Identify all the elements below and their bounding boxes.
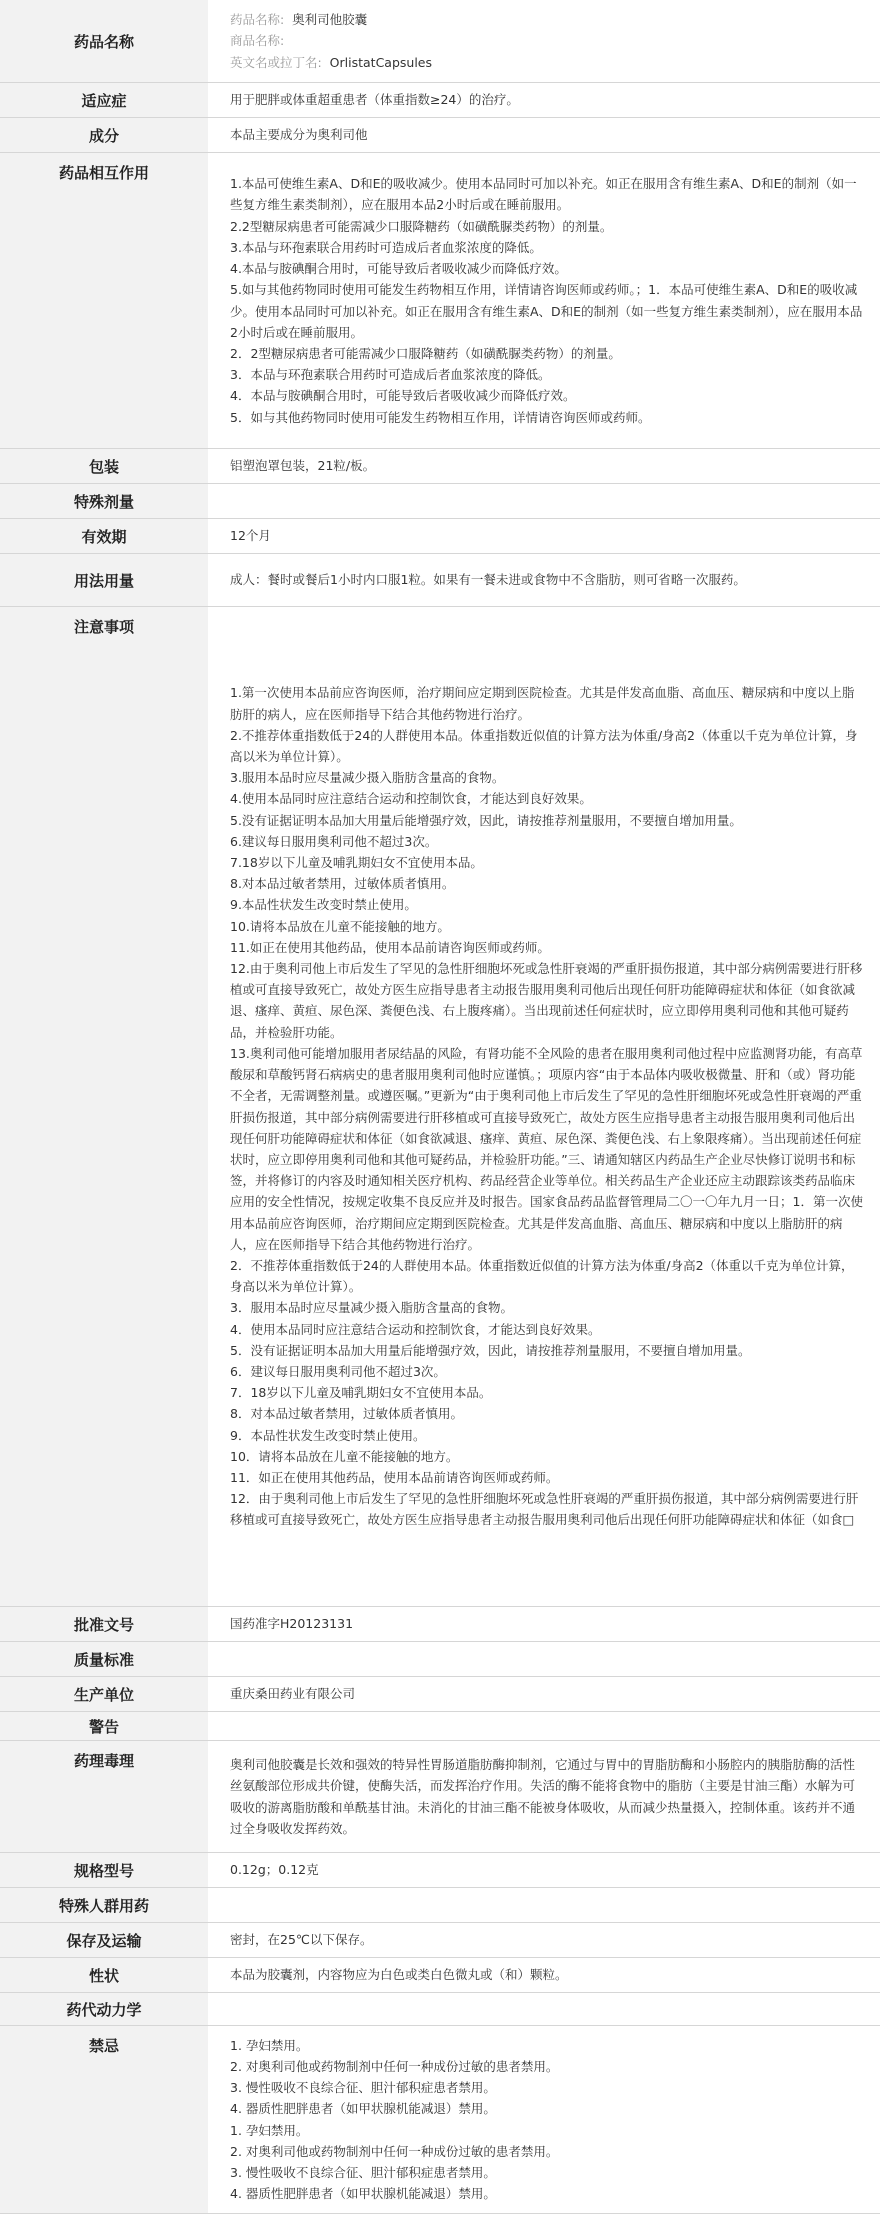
drug-name-label: 药品名称 xyxy=(0,0,208,83)
contraindications-value xyxy=(208,2026,880,2214)
contraindications-label: 禁忌 xyxy=(0,2026,208,2214)
interaction-line: 3.本品与环孢素联合用药时可造成后者血浆浓度的降低。 xyxy=(230,239,542,255)
contraindication-line: 4. 器质性肥胖患者（如甲状腺机能减退）禁用。 xyxy=(230,2101,496,2117)
precaution-line: 5．没有证据证明本品加大用量后能增强疗效，因此，请按推荐剂量服用，不要擅自增加用量。 xyxy=(230,1342,751,1358)
english-name-key: 英文名或拉丁名: xyxy=(230,54,322,70)
trade-name-line: 商品名称: xyxy=(230,33,285,49)
row-interactions xyxy=(0,153,880,449)
contraindication-line: 1. 孕妇禁用。 xyxy=(230,2037,309,2053)
precautions-value xyxy=(208,607,880,1607)
interactions-value xyxy=(208,153,880,449)
quality-value xyxy=(208,1642,880,1677)
precaution-line: 9．本品性状发生改变时禁止使用。 xyxy=(230,1427,426,1443)
row-composition xyxy=(0,118,880,153)
interaction-line: 2.2型糖尿病患者可能需减少口服降糖药（如磺酰脲类药物）的剂量。 xyxy=(230,218,613,234)
row-pharmacokinetics xyxy=(0,1993,880,2026)
precaution-line: 6．建议每日服用奥利司他不超过3次。 xyxy=(230,1363,446,1379)
usage-value: 成人：餐时或餐后1小时内口服1粒。如果有一餐未进或食物中不含脂肪，则可省略一次服药。 xyxy=(208,554,880,607)
spec-label: 规格型号 xyxy=(0,1853,208,1888)
row-quality xyxy=(0,1642,880,1677)
approval-label: 批准文号 xyxy=(0,1607,208,1642)
interaction-line: 4．本品与胺碘酮合用时，可能导致后者吸收减少而降低疗效。 xyxy=(230,388,576,404)
precaution-line: 11.如正在使用其他药品，使用本品前请咨询医师或药师。 xyxy=(230,939,550,955)
precaution-line: 13.奥利司他可能增加服用者尿结晶的风险，有肾功能不全风险的患者在服用奥利司他过程中应监测肾功能，有高草酸尿和草酸钙肾石病病史的患者服用奥利司他时应谨慎。；项原内容“由于本品体内吸收极微量、肝和（或）肾功能不全者，无需调整剂量。或遵医嘱。”更新为“由于奥利司他上市后发生了罕见的急性肝细胞坏死或急性肝衰竭的严重肝损伤报道，其中部分病例需要进行肝移植或可直接导致死亡，故处方医生应指导患者主动报告服用奥利司他后出现任何肝功能障碍症状和体征（如食欲减退、瘙痒、黄疸、尿色深、粪便色浅、右上象限疼痛）。当出现前述任何症状时，应立即停用奥利司他和其他可疑药品，并检验肝功能。”三、请通知辖区内药品生产企业尽快修订说明书和标签，并将修订的内容及时通知相关医疗机构、药品经营企业等单位。相关药品生产企业还应主动跟踪该类药品临床应用的安全性情况，按规定收集不良反应并及时报告。国家食品药品监督管理局二〇一〇年九月一日；1．第一次使用本品前应咨询医师，治疗期间应定期到医院检查。尤其是伴发高血脂、高血压、糖尿病和中度以上脂肪肝的病人，应在医师指导下结合其他药物进行治疗。 xyxy=(230,1045,863,1252)
pharmacokinetics-label: 药代动力学 xyxy=(0,1993,208,2026)
precaution-line: 10.请将本品放在儿童不能接触的地方。 xyxy=(230,918,450,934)
row-drug-name xyxy=(0,0,880,83)
pharmacokinetics-value xyxy=(208,1993,880,2026)
precautions-label: 注意事项 xyxy=(0,607,208,1607)
interaction-line: 2．2型糖尿病患者可能需减少口服降糖药（如磺酰脲类药物）的剂量。 xyxy=(230,345,621,361)
interaction-line: 4.本品与胺碘酮合用时，可能导致后者吸收减少而降低疗效。 xyxy=(230,261,567,277)
row-contraindications xyxy=(0,2026,880,2214)
drug-name-value xyxy=(208,0,880,83)
special-population-value xyxy=(208,1888,880,1923)
spec-value: 0.12g；0.12克 xyxy=(208,1853,880,1888)
validity-label: 有效期 xyxy=(0,519,208,554)
contraindication-line: 3. 慢性吸收不良综合征、胆汁郁积症患者禁用。 xyxy=(230,2080,496,2096)
precaution-line: 4．使用本品同时应注意结合运动和控制饮食，才能达到良好效果。 xyxy=(230,1321,601,1337)
package-label: 包装 xyxy=(0,449,208,484)
indication-value: 用于肥胖或体重超重患者（体重指数≥24）的治疗。 xyxy=(208,83,880,118)
special-dosage-label: 特殊剂量 xyxy=(0,484,208,519)
precaution-line: 12.由于奥利司他上市后发生了罕见的急性肝细胞坏死或急性肝衰竭的严重肝损伤报道，其中部分病例需要进行肝移植或可直接导致死亡，故处方医生应指导患者主动报告服用奥利司他后出现任何肝功能障碍症状和体征（如食欲减退、瘙痒、黄疸、尿色深、粪便色浅、右上腹疼痛）。当出现前述任何症状时，应立即停用奥利司他和其他可疑药品，并检验肝功能。 xyxy=(230,961,863,1040)
special-dosage-value xyxy=(208,484,880,519)
storage-label: 保存及运输 xyxy=(0,1923,208,1958)
contraindication-line: 1. 孕妇禁用。 xyxy=(230,2122,309,2138)
warning-value xyxy=(208,1712,880,1741)
pharmacology-label: 药理毒理 xyxy=(0,1741,208,1853)
precaution-line: 10．请将本品放在儿童不能接触的地方。 xyxy=(230,1448,459,1464)
english-name-text: OrlistatCapsules xyxy=(329,54,433,70)
row-special-population xyxy=(0,1888,880,1923)
composition-value: 本品主要成分为奥利司他 xyxy=(208,118,880,153)
indication-label: 适应症 xyxy=(0,83,208,118)
usage-label: 用法用量 xyxy=(0,554,208,607)
quality-label: 质量标准 xyxy=(0,1642,208,1677)
row-properties xyxy=(0,1958,880,1993)
row-spec xyxy=(0,1853,880,1888)
row-warning xyxy=(0,1712,880,1741)
precaution-line: 11．如正在使用其他药品，使用本品前请咨询医师或药师。 xyxy=(230,1469,559,1485)
precaution-line: 7.18岁以下儿童及哺乳期妇女不宜使用本品。 xyxy=(230,855,483,871)
special-population-label: 特殊人群用药 xyxy=(0,1888,208,1923)
row-indication xyxy=(0,83,880,118)
validity-value: 12个月 xyxy=(208,519,880,554)
contraindication-line: 2. 对奥利司他或药物制剂中任何一种成份过敏的患者禁用。 xyxy=(230,2058,559,2074)
properties-value: 本品为胶囊剂，内容物应为白色或类白色微丸或（和）颗粒。 xyxy=(208,1958,880,1993)
precaution-line: 4.使用本品同时应注意结合运动和控制饮食，才能达到良好效果。 xyxy=(230,791,592,807)
manufacturer-label: 生产单位 xyxy=(0,1677,208,1712)
row-usage xyxy=(0,554,880,607)
interactions-label: 药品相互作用 xyxy=(0,153,208,449)
composition-label: 成分 xyxy=(0,118,208,153)
approval-value: 国药准字H20123131 xyxy=(208,1607,880,1642)
precaution-line: 1.第一次使用本品前应咨询医师，治疗期间应定期到医院检查。尤其是伴发高血脂、高血压、糖尿病和中度以上脂肪肝的病人，应在医师指导下结合其他药物进行治疗。 xyxy=(230,685,855,722)
precaution-line: 2．不推荐体重指数低于24的人群使用本品。体重指数近似值的计算方法为体重/身高2（体重以千克为单位计算，身高以米为单位计算）。 xyxy=(230,1257,854,1295)
warning-label: 警告 xyxy=(0,1712,208,1741)
row-pharmacology xyxy=(0,1741,880,1853)
pharmacology-value: 奥利司他胶囊是长效和强效的特异性胃肠道脂肪酶抑制剂，它通过与胃中的胃脂肪酶和小肠腔内的胰脂肪酶的活性丝氨酸部位形成共价键，使酶失活，而发挥治疗作用。失活的酶不能将食物中的脂肪（主要是甘油三酯）水解为可吸收的游离脂肪酸和单酰基甘油。未消化的甘油三酯不能被身体吸收，从而减少热量摄入，控制体重。该药并不通过全身吸收发挥药效。 xyxy=(208,1741,880,1853)
properties-label: 性状 xyxy=(0,1958,208,1993)
interaction-line: 3．本品与环孢素联合用药时可造成后者血浆浓度的降低。 xyxy=(230,367,551,383)
precaution-line: 8.对本品过敏者禁用，过敏体质者慎用。 xyxy=(230,876,455,892)
contraindication-line: 3. 慢性吸收不良综合征、胆汁郁积症患者禁用。 xyxy=(230,2164,496,2180)
precaution-line: 7．18岁以下儿童及哺乳期妇女不宜使用本品。 xyxy=(230,1385,492,1401)
package-value: 铝塑泡罩包装，21粒/板。 xyxy=(208,449,880,484)
row-approval xyxy=(0,1607,880,1642)
contraindication-line: 4. 器质性肥胖患者（如甲状腺机能减退）禁用。 xyxy=(230,2186,496,2202)
row-package xyxy=(0,449,880,484)
generic-name-text: 奥利司他胶囊 xyxy=(292,12,368,28)
manufacturer-value: 重庆桑田药业有限公司 xyxy=(208,1677,880,1712)
english-name-line xyxy=(230,52,864,73)
row-special-dosage xyxy=(0,484,880,519)
contraindication-line: 2. 对奥利司他或药物制剂中任何一种成份过敏的患者禁用。 xyxy=(230,2143,559,2159)
interaction-line: 5.如与其他药物同时使用可能发生药物相互作用，详情请咨询医师或药师。；1．本品可使维生素A、D和E的吸收减少。使用本品同时可加以补充。如正在服用含有维生素A、D和E的制剂（如一些复方维生素类制剂），应在服用本品2小时后或在睡前服用。 xyxy=(230,282,863,340)
precaution-line: 9.本品性状发生改变时禁止使用。 xyxy=(230,897,417,913)
row-precautions xyxy=(0,607,880,1607)
interaction-line: 1.本品可使维生素A、D和E的吸收减少。使用本品同时可加以补充。如正在服用含有维生素A、D和E的制剂（如一些复方维生素类制剂），应在服用本品2小时后或在睡前服用。 xyxy=(230,176,857,213)
precaution-line: 8．对本品过敏者禁用，过敏体质者慎用。 xyxy=(230,1406,463,1422)
precaution-line: 12．由于奥利司他上市后发生了罕见的急性肝细胞坏死或急性肝衰竭的严重肝损伤报道，其中部分病例需要进行肝移植或可直接导致死亡，故处方医生应指导患者主动报告服用奥利司他后出现任何肝功能障碍症状和体征（如食□ xyxy=(230,1491,859,1528)
precaution-line: 3．服用本品时应尽量减少摄入脂肪含量高的食物。 xyxy=(230,1300,513,1316)
storage-value: 密封，在25℃以下保存。 xyxy=(208,1923,880,1958)
precaution-line: 3.服用本品时应尽量减少摄入脂肪含量高的食物。 xyxy=(230,770,505,786)
generic-name-line xyxy=(230,9,864,30)
precaution-line: 2.不推荐体重指数低于24的人群使用本品。体重指数近似值的计算方法为体重/身高2（体重以千克为单位计算，身高以米为单位计算）。 xyxy=(230,727,858,765)
interaction-line: 5．如与其他药物同时使用可能发生药物相互作用，详情请咨询医师或药师。 xyxy=(230,409,651,425)
precaution-line: 5.没有证据证明本品加大用量后能增强疗效，因此，请按推荐剂量服用，不要擅自增加用量。 xyxy=(230,812,742,828)
generic-name-key: 药品名称: xyxy=(230,12,285,28)
row-validity xyxy=(0,519,880,554)
row-manufacturer xyxy=(0,1677,880,1712)
precaution-line: 6.建议每日服用奥利司他不超过3次。 xyxy=(230,833,438,849)
row-storage xyxy=(0,1923,880,1958)
